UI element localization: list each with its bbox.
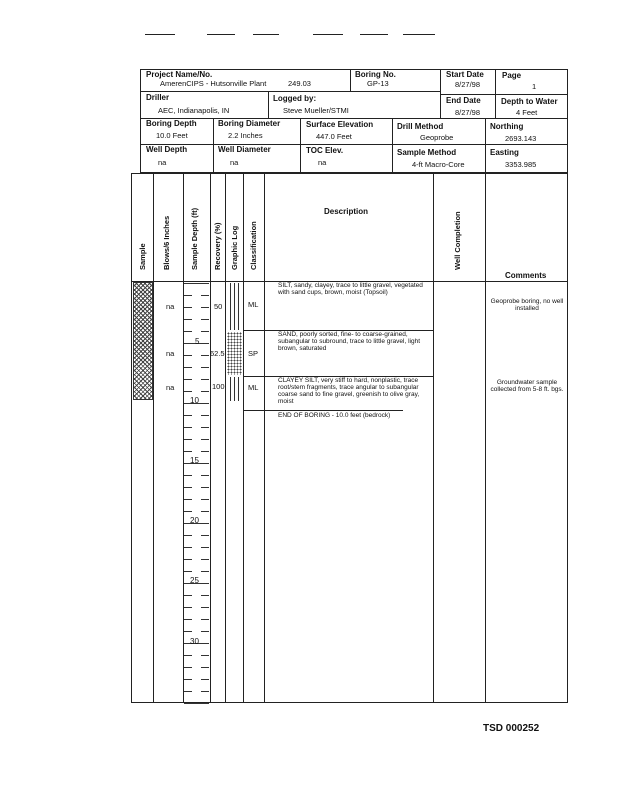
depth-tick (201, 379, 209, 380)
surface-elevation-label: Surface Elevation (306, 120, 374, 129)
depth-tick (201, 679, 209, 680)
depth-tick (184, 535, 192, 536)
depth-tick (201, 691, 209, 692)
depth-tick (184, 427, 192, 428)
recovery-value: 100 (212, 382, 225, 391)
comment-text: Geoprobe boring, no well installed (490, 298, 564, 312)
comment-text: Groundwater sample collected from 5-8 ft. bgs. (490, 379, 564, 393)
depth-tick (201, 319, 209, 320)
boring-diameter-label: Boring Diameter (218, 119, 281, 128)
northing-label: Northing (490, 122, 524, 131)
depth-tick (184, 679, 192, 680)
depth-tick (201, 559, 209, 560)
depth-tick (201, 295, 209, 296)
depth-tick (184, 367, 192, 368)
well-depth-value: na (158, 158, 167, 167)
depth-tick (201, 367, 209, 368)
col-sample: Sample (138, 243, 147, 270)
description-text: CLAYEY SILT, very stiff to hard, nonplastic, trace root/stem fragments, trace angular to subangular coarse sand to fine gravel, greenish to olive gray, moist (278, 377, 420, 405)
depth-tick (201, 667, 209, 668)
sample-method-value: 4-ft Macro-Core (412, 160, 465, 169)
depth-tick (201, 607, 209, 608)
recovery-value: 62.5 (210, 349, 225, 358)
depth-tick (184, 295, 192, 296)
surface-elevation-value: 447.0 Feet (316, 132, 352, 141)
depth-tick (201, 427, 209, 428)
depth-tick (184, 667, 192, 668)
driller-label: Driller (146, 93, 170, 102)
blows-value: na (166, 302, 175, 311)
logged-by-label: Logged by: (273, 94, 317, 103)
well-diameter-value: na (230, 158, 239, 167)
classification-value: ML (248, 300, 259, 309)
blows-value: na (166, 383, 175, 392)
depth-tick (201, 655, 209, 656)
project-value: AmerenCIPS - Hutsonville Plant (160, 79, 267, 88)
description-text: SAND, poorly sorted, fine- to coarse-grained, subangular to subround, trace to little gravel, light brown, saturated (278, 331, 421, 352)
depth-tick (184, 547, 192, 548)
graphic-log-silt (227, 283, 242, 330)
depth-tick (184, 379, 192, 380)
depth-tick (201, 631, 209, 632)
depth-tick (201, 355, 209, 356)
page-label: Page (502, 71, 522, 80)
depth-tick (184, 499, 192, 500)
depth-tick (184, 607, 192, 608)
depth-tick (184, 319, 192, 320)
well-diameter-label: Well Diameter (218, 145, 271, 154)
col-graphic-log: Graphic Log (230, 225, 239, 270)
depth-tick (201, 439, 209, 440)
depth-to-water-value: 4 Feet (516, 108, 538, 117)
project-number: 249.03 (288, 79, 311, 88)
end-date-label: End Date (446, 96, 481, 105)
depth-tick (184, 307, 192, 308)
depth-tick (184, 439, 192, 440)
col-description: Description (324, 207, 369, 216)
classification-value: SP (248, 349, 259, 358)
depth-label: 15 (190, 456, 199, 465)
blows-value: na (166, 349, 175, 358)
sample-method-label: Sample Method (397, 148, 457, 157)
depth-tick (201, 487, 209, 488)
depth-label: 30 (190, 637, 199, 646)
depth-tick (201, 511, 209, 512)
depth-tick (184, 511, 192, 512)
depth-tick (201, 571, 209, 572)
toc-elev-label: TOC Elev. (306, 146, 344, 155)
boring-depth-label: Boring Depth (146, 119, 197, 128)
driller-value: AEC, Indianapolis, IN (158, 106, 230, 115)
end-of-boring: END OF BORING - 10.0 feet (bedrock) (278, 412, 391, 419)
depth-tick (201, 499, 209, 500)
depth-label: 10 (190, 396, 199, 405)
depth-tick (201, 415, 209, 416)
depth-tick (184, 331, 192, 332)
col-well-completion: Well Completion (453, 211, 462, 270)
col-recovery: Recovery (%) (213, 222, 222, 270)
graphic-log-sand (227, 332, 242, 375)
depth-tick (184, 475, 192, 476)
depth-tick (184, 703, 209, 704)
depth-tick (184, 355, 192, 356)
footer-id: TSD 000252 (483, 723, 540, 734)
drill-method-value: Geoprobe (420, 133, 454, 142)
depth-label: 5 (195, 337, 200, 346)
depth-tick (184, 619, 192, 620)
start-date-value: 8/27/98 (455, 80, 481, 89)
depth-tick (201, 391, 209, 392)
depth-label: 25 (190, 576, 199, 585)
depth-tick (201, 331, 209, 332)
drill-method-label: Drill Method (397, 122, 444, 131)
graphic-log-clayey-silt (227, 377, 242, 401)
depth-tick (184, 595, 192, 596)
depth-tick (184, 631, 192, 632)
col-classification: Classification (249, 221, 258, 270)
depth-label: 20 (190, 516, 199, 525)
top-marks (145, 32, 435, 36)
depth-to-water-label: Depth to Water (501, 97, 558, 106)
end-date-value: 8/27/98 (455, 108, 481, 117)
logged-by-value: Steve Mueller/STMI (283, 106, 349, 115)
page-value: 1 (532, 82, 537, 91)
depth-tick (201, 535, 209, 536)
depth-tick (201, 595, 209, 596)
boring-diameter-value: 2.2 Inches (228, 131, 263, 140)
description-text: SILT, sandy, clayey, trace to little gravel, vegetated with sand cups, brown, moist (Topsoil) (278, 282, 423, 296)
depth-tick (184, 691, 192, 692)
well-depth-label: Well Depth (146, 145, 188, 154)
recovery-value: 50 (214, 302, 223, 311)
col-sample-depth: Sample Depth (ft) (190, 207, 199, 270)
boring-depth-value: 10.0 Feet (156, 131, 188, 140)
northing-value: 2693.143 (505, 134, 537, 143)
depth-tick (184, 571, 192, 572)
toc-elev-value: na (318, 158, 327, 167)
depth-tick (184, 415, 192, 416)
col-comments: Comments (505, 271, 547, 280)
easting-label: Easting (490, 148, 519, 157)
depth-tick (201, 307, 209, 308)
depth-tick (184, 391, 192, 392)
depth-tick (184, 283, 209, 284)
project-label: Project Name/No. (146, 70, 213, 79)
depth-tick (201, 451, 209, 452)
sample-hatch (133, 282, 153, 400)
depth-tick (201, 475, 209, 476)
depth-tick (184, 451, 192, 452)
depth-tick (184, 487, 192, 488)
easting-value: 3353.985 (505, 160, 537, 169)
start-date-label: Start Date (446, 70, 484, 79)
depth-tick (201, 619, 209, 620)
depth-tick (201, 547, 209, 548)
depth-tick (184, 559, 192, 560)
boring-no-label: Boring No. (355, 70, 396, 79)
col-blows: Blows/6 Inches (162, 215, 171, 270)
classification-value: ML (248, 383, 259, 392)
boring-no-value: GP-13 (367, 79, 389, 88)
depth-tick (184, 655, 192, 656)
